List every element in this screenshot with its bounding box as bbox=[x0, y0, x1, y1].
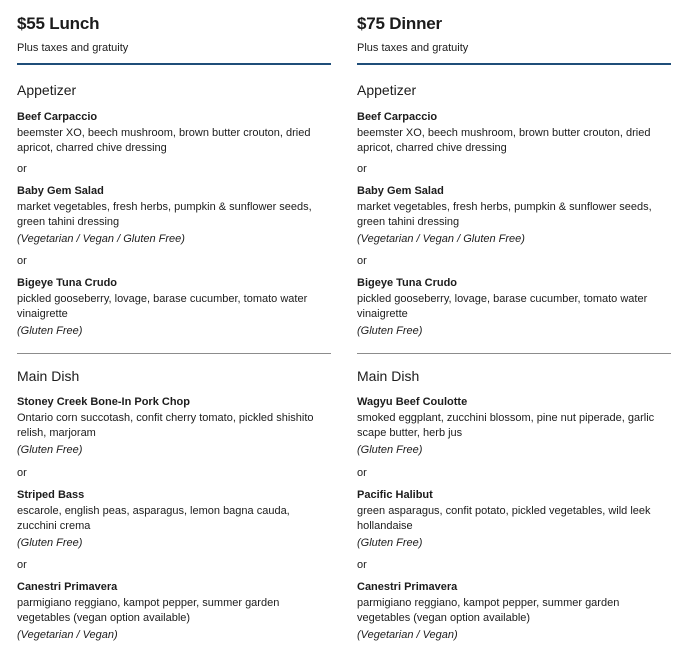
item-name: Beef Carpaccio bbox=[17, 111, 98, 123]
or-separator: or bbox=[17, 467, 27, 479]
section-divider bbox=[357, 353, 671, 354]
or-separator: or bbox=[17, 255, 27, 267]
item-description: smoked eggplant, zucchini blossom, pine nut piperade, garlic scape butter, herb jus bbox=[357, 411, 655, 439]
item-dietary-note: (Vegetarian / Vegan) bbox=[17, 629, 118, 641]
section-divider bbox=[17, 353, 331, 354]
section-heading-main-dish: Main Dish bbox=[17, 368, 80, 384]
item-name: Striped Bass bbox=[17, 489, 85, 501]
menu-item bbox=[17, 276, 331, 340]
or-separator: or bbox=[357, 255, 367, 267]
menu-title: $75 Dinner bbox=[357, 14, 442, 33]
menu-item bbox=[357, 110, 671, 157]
section-heading-appetizer: Appetizer bbox=[357, 82, 417, 98]
item-description: beemster XO, beech mushroom, brown butter crouton, dried apricot, charred chive dressing bbox=[17, 126, 311, 154]
menu-item bbox=[17, 110, 331, 157]
item-description: parmigiano reggiano, kampot pepper, summer garden vegetables (vegan option available) bbox=[357, 596, 620, 624]
item-name: Pacific Halibut bbox=[357, 489, 433, 501]
menu-item bbox=[357, 580, 671, 644]
menu-subtitle: Plus taxes and gratuity bbox=[357, 42, 469, 54]
item-description: pickled gooseberry, lovage, barase cucumber, tomato water vinaigrette bbox=[357, 292, 648, 320]
item-description: parmigiano reggiano, kampot pepper, summer garden vegetables (vegan option available) bbox=[17, 596, 280, 624]
item-description: market vegetables, fresh herbs, pumpkin & sunflower seeds, green tahini dressing bbox=[17, 200, 312, 228]
item-description: pickled gooseberry, lovage, barase cucumber, tomato water vinaigrette bbox=[17, 292, 308, 320]
or-separator: or bbox=[357, 467, 367, 479]
item-dietary-note: (Gluten Free) bbox=[17, 537, 83, 549]
item-description: market vegetables, fresh herbs, pumpkin & sunflower seeds, green tahini dressing bbox=[357, 200, 652, 228]
item-dietary-note: (Gluten Free) bbox=[17, 325, 83, 337]
item-dietary-note: (Gluten Free) bbox=[357, 444, 423, 456]
item-dietary-note: (Vegetarian / Vegan) bbox=[357, 629, 458, 641]
item-dietary-note: (Gluten Free) bbox=[357, 537, 423, 549]
item-name: Baby Gem Salad bbox=[357, 185, 444, 197]
item-name: Bigeye Tuna Crudo bbox=[357, 277, 458, 289]
or-separator: or bbox=[357, 559, 367, 571]
or-separator: or bbox=[357, 163, 367, 175]
menu-item bbox=[357, 395, 671, 459]
item-name: Stoney Creek Bone-In Pork Chop bbox=[17, 396, 190, 408]
section-heading-appetizer: Appetizer bbox=[17, 82, 77, 98]
menu-item bbox=[17, 580, 331, 644]
item-dietary-note: (Gluten Free) bbox=[357, 325, 423, 337]
menu-title: $55 Lunch bbox=[17, 14, 100, 33]
item-dietary-note: (Vegetarian / Vegan / Gluten Free) bbox=[357, 233, 525, 245]
item-description: beemster XO, beech mushroom, brown butter crouton, dried apricot, charred chive dressing bbox=[357, 126, 651, 154]
item-name: Beef Carpaccio bbox=[357, 111, 438, 123]
item-description: escarole, english peas, asparagus, lemon bagna cauda, zucchini crema bbox=[17, 504, 290, 532]
item-name: Canestri Primavera bbox=[17, 581, 118, 593]
menu-item bbox=[357, 488, 671, 552]
or-separator: or bbox=[17, 559, 27, 571]
header-divider bbox=[357, 63, 671, 65]
or-separator: or bbox=[17, 163, 27, 175]
item-dietary-note: (Gluten Free) bbox=[17, 444, 83, 456]
menu-item bbox=[17, 184, 331, 248]
item-name: Wagyu Beef Coulotte bbox=[357, 396, 468, 408]
item-description: Ontario corn succotash, confit cherry tomato, pickled shishito relish, marjoram bbox=[17, 411, 314, 439]
menu-subtitle: Plus taxes and gratuity bbox=[17, 42, 129, 54]
section-heading-main-dish: Main Dish bbox=[357, 368, 420, 384]
item-description: green asparagus, confit potato, pickled vegetables, wild leek hollandaise bbox=[357, 504, 651, 532]
menu-item bbox=[17, 395, 331, 459]
item-name: Canestri Primavera bbox=[357, 581, 458, 593]
header-divider bbox=[17, 63, 331, 65]
menu-item bbox=[357, 276, 671, 340]
item-name: Baby Gem Salad bbox=[17, 185, 104, 197]
menu-item bbox=[357, 184, 671, 248]
item-dietary-note: (Vegetarian / Vegan / Gluten Free) bbox=[17, 233, 185, 245]
item-name: Bigeye Tuna Crudo bbox=[17, 277, 118, 289]
menu-item bbox=[17, 488, 331, 552]
